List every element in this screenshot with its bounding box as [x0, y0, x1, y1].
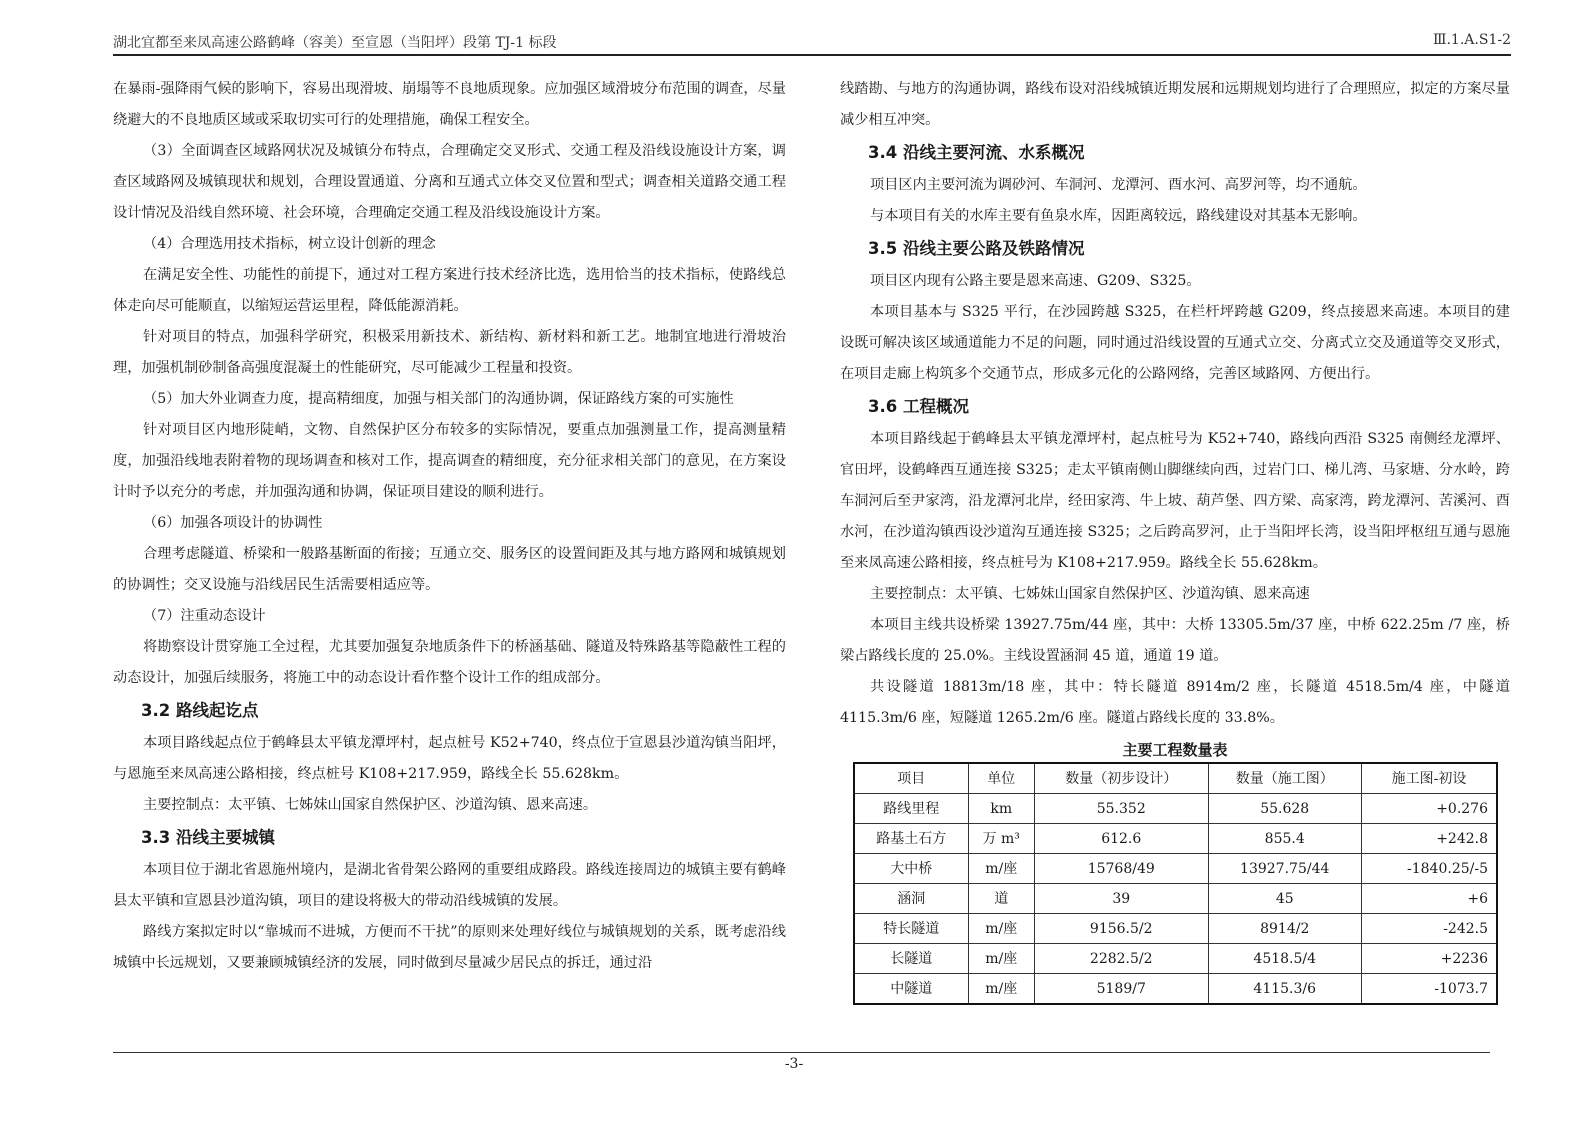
table-header-cell: 项目 [854, 763, 968, 794]
table-cell: 9156.5/2 [1034, 914, 1208, 944]
table-cell: 特长隧道 [854, 914, 968, 944]
paragraph: 共设隧道 18813m/18 座，其中：特长隧道 8914m/2 座，长隧道 4518.5m/4 座，中隧道 4115.3m/6 座，短隧道 1265.2m/6 座。隧道占路线长度的 33.8%。 [840, 679, 1510, 726]
table-cell: +6 [1361, 884, 1497, 914]
paragraph: 主要控制点：太平镇、七姊妹山国家自然保护区、沙道沟镇、恩来高速。 [143, 797, 598, 813]
table-header-row [854, 763, 1497, 794]
paragraph: 本项目位于湖北省恩施州境内，是湖北省骨架公路网的重要组成路段。路线连接周边的城镇主要有鹤峰县太平镇和宣恩县沙道沟镇，项目的建设将极大的带动沿线城镇的发展。 [113, 862, 786, 909]
table-cell: 612.6 [1034, 824, 1208, 854]
left-column [113, 74, 786, 979]
table-row [854, 884, 1497, 914]
table-row [854, 824, 1497, 854]
paragraph: （5）加大外业调查力度，提高精细度，加强与相关部门的沟通协调，保证路线方案的可实施性 [143, 391, 734, 407]
paragraph: 针对项目的特点，加强科学研究，积极采用新技术、新结构、新材料和新工艺。地制宜地进行滑坡治理，加强机制砂制备高强度混凝土的性能研究，尽可能减少工程量和投资。 [113, 329, 786, 376]
table-cell: -1840.25/-5 [1361, 854, 1497, 884]
paragraph: （3）全面调查区域路网状况及城镇分布特点，合理确定交叉形式、交通工程及沿线设施设计方案，调查区域路网及城镇现状和规划，合理设置通道、分离和互通式立体交叉位置和型式；调查相关道路交通工程设计情况及沿线自然环境、社会环境，合理确定交通工程及沿线设施设计方案。 [113, 143, 786, 221]
table-cell: 大中桥 [854, 854, 968, 884]
table-cell: 13927.75/44 [1208, 854, 1361, 884]
table-row [854, 944, 1497, 974]
footer-rule [113, 1052, 1490, 1053]
table-header-cell: 施工图-初设 [1361, 763, 1497, 794]
paragraph: 本项目基本与 S325 平行，在沙园跨越 S325，在栏杆坪跨越 G209，终点接恩来高速。本项目的建设既可解决该区域通道能力不足的问题，同时通过沿线设置的互通式立交、分离式立交及通道等交叉形式，在项目走廊上构筑多个交通节点，形成多元化的公路网络，完善区域路网、方便出行。 [840, 304, 1510, 382]
table-cell: 39 [1034, 884, 1208, 914]
section-heading-3-6: 3.6 工程概况 [868, 397, 969, 416]
table-cell: 万 m³ [968, 824, 1034, 854]
table-cell: 路基土石方 [854, 824, 968, 854]
table-header-cell: 数量（初步设计） [1034, 763, 1208, 794]
paragraph: 项目区内主要河流为调砂河、车洞河、龙潭河、酉水河、高罗河等，均不通航。 [870, 177, 1367, 193]
table-cell: +242.8 [1361, 824, 1497, 854]
section-heading-3-5: 3.5 沿线主要公路及铁路情况 [868, 239, 1085, 258]
right-column [840, 74, 1510, 1005]
header-title: 湖北宜都至来凤高速公路鹤峰（容美）至宣恩（当阳坪）段第 TJ-1 标段 [113, 35, 557, 51]
paragraph: 针对项目区内地形陡峭，文物、自然保护区分布较多的实际情况，要重点加强测量工作，提高测量精度，加强沿线地表附着物的现场调查和核对工作，提高调查的精细度，充分征求相关部门的意见，在方案设计时予以充分的考虑，并加强沟通和协调，保证项目建设的顺利进行。 [113, 422, 786, 500]
paragraph: （6）加强各项设计的协调性 [143, 515, 323, 531]
table-header-cell: 数量（施工图） [1208, 763, 1361, 794]
paragraph: （4）合理选用技术指标，树立设计创新的理念 [143, 236, 436, 252]
table-cell: 4115.3/6 [1208, 974, 1361, 1005]
section-heading-3-3: 3.3 沿线主要城镇 [141, 828, 275, 847]
paragraph: 与本项目有关的水库主要有鱼泉水库，因距离较远，路线建设对其基本无影响。 [870, 208, 1367, 224]
paragraph: 路线方案拟定时以“靠城而不进城，方便而不干扰”的原则来处理好线位与城镇规划的关系，既考虑沿线城镇中长远规划，又要兼顾城镇经济的发展，同时做到尽量减少居民点的拆迁，通过沿 [113, 924, 786, 971]
table-cell: 8914/2 [1208, 914, 1361, 944]
table-title: 主要工程数量表 [1122, 741, 1228, 759]
paragraph: 项目区内现有公路主要是恩来高速、G209、S325。 [870, 273, 1201, 289]
table-row [854, 974, 1497, 1005]
table-cell: -242.5 [1361, 914, 1497, 944]
table-cell: 855.4 [1208, 824, 1361, 854]
table-cell: 涵洞 [854, 884, 968, 914]
table-header-cell: 单位 [968, 763, 1034, 794]
table-cell: m/座 [968, 854, 1034, 884]
table-cell: 15768/49 [1034, 854, 1208, 884]
table-cell: 45 [1208, 884, 1361, 914]
table-cell: 55.628 [1208, 794, 1361, 824]
table-cell: m/座 [968, 944, 1034, 974]
table-cell: 55.352 [1034, 794, 1208, 824]
paragraph: 本项目路线起于鹤峰县太平镇龙潭坪村，起点桩号为 K52+740，路线向西沿 S325 南侧经龙潭坪、官田坪，设鹤峰西互通连接 S325；走太平镇南侧山脚继续向西，过岩门口、梯儿湾、马家塘、分水岭，跨车洞河后至尹家湾，沿龙潭河北岸，经田家湾、牛上坡、葫芦堡、四方梁、高家湾，跨龙潭河、苦溪河、酉水河，在沙道沟镇西设沙道沟互通连接 S325；之后跨高罗河，止于当阳坪长湾，设当阳坪枢纽互通与恩施至来凤高速公路相接，终点桩号为 K108+217.959。路线全长 55.628km。 [840, 431, 1510, 571]
page-number: -3- [784, 1056, 804, 1072]
quantity-table [853, 762, 1498, 1005]
table-cell: +2236 [1361, 944, 1497, 974]
table-cell: +0.276 [1361, 794, 1497, 824]
table-cell: 中隧道 [854, 974, 968, 1005]
paragraph: 本项目主线共设桥梁 13927.75m/44 座，其中：大桥 13305.5m/37 座，中桥 622.25m /7 座，桥梁占路线长度的 25.0%。主线设置涵洞 45 道，通道 19 道。 [840, 617, 1510, 664]
page-header [113, 28, 1511, 56]
paragraph: 合理考虑隧道、桥梁和一般路基断面的衔接；互通立交、服务区的设置间距及其与地方路网和城镇规划的协调性；交叉设施与沿线居民生活需要相适应等。 [113, 546, 786, 593]
table-cell: 2282.5/2 [1034, 944, 1208, 974]
table-cell: m/座 [968, 974, 1034, 1005]
table-cell: 5189/7 [1034, 974, 1208, 1005]
header-code: Ⅲ.1.A.S1-2 [1432, 32, 1511, 48]
table-cell: 道 [968, 884, 1034, 914]
table-cell: 长隧道 [854, 944, 968, 974]
paragraph: 在满足安全性、功能性的前提下，通过对工程方案进行技术经济比选，选用恰当的技术指标，使路线总体走向尽可能顺直，以缩短运营运里程，降低能源消耗。 [113, 267, 786, 314]
table-row [854, 794, 1497, 824]
table-row [854, 914, 1497, 944]
table-cell: km [968, 794, 1034, 824]
paragraph: （7）注重动态设计 [143, 608, 266, 624]
table-cell: m/座 [968, 914, 1034, 944]
paragraph: 将勘察设计贯穿施工全过程，尤其要加强复杂地质条件下的桥涵基础、隧道及特殊路基等隐蔽性工程的动态设计，加强后续服务，将施工中的动态设计看作整个设计工作的组成部分。 [113, 639, 786, 686]
section-heading-3-4: 3.4 沿线主要河流、水系概况 [868, 143, 1085, 162]
table-cell: -1073.7 [1361, 974, 1497, 1005]
table-row [854, 854, 1497, 884]
section-heading-3-2: 3.2 路线起讫点 [141, 701, 259, 720]
paragraph: 在暴雨-强降雨气候的影响下，容易出现滑坡、崩塌等不良地质现象。应加强区域滑坡分布范围的调查，尽量绕避大的不良地质区域或采取切实可行的处理措施，确保工程安全。 [113, 81, 786, 128]
paragraph: 本项目路线起点位于鹤峰县太平镇龙潭坪村，起点桩号 K52+740，终点位于宣恩县沙道沟镇当阳坪，与恩施至来凤高速公路相接，终点桩号 K108+217.959，路线全长 55.628km。 [113, 735, 786, 782]
table-cell: 4518.5/4 [1208, 944, 1361, 974]
paragraph: 线踏勘、与地方的沟通协调，路线布设对沿线城镇近期发展和远期规划均进行了合理照应，拟定的方案尽量减少相互冲突。 [840, 81, 1510, 128]
table-cell: 路线里程 [854, 794, 968, 824]
paragraph: 主要控制点：太平镇、七姊妹山国家自然保护区、沙道沟镇、恩来高速 [870, 586, 1310, 602]
